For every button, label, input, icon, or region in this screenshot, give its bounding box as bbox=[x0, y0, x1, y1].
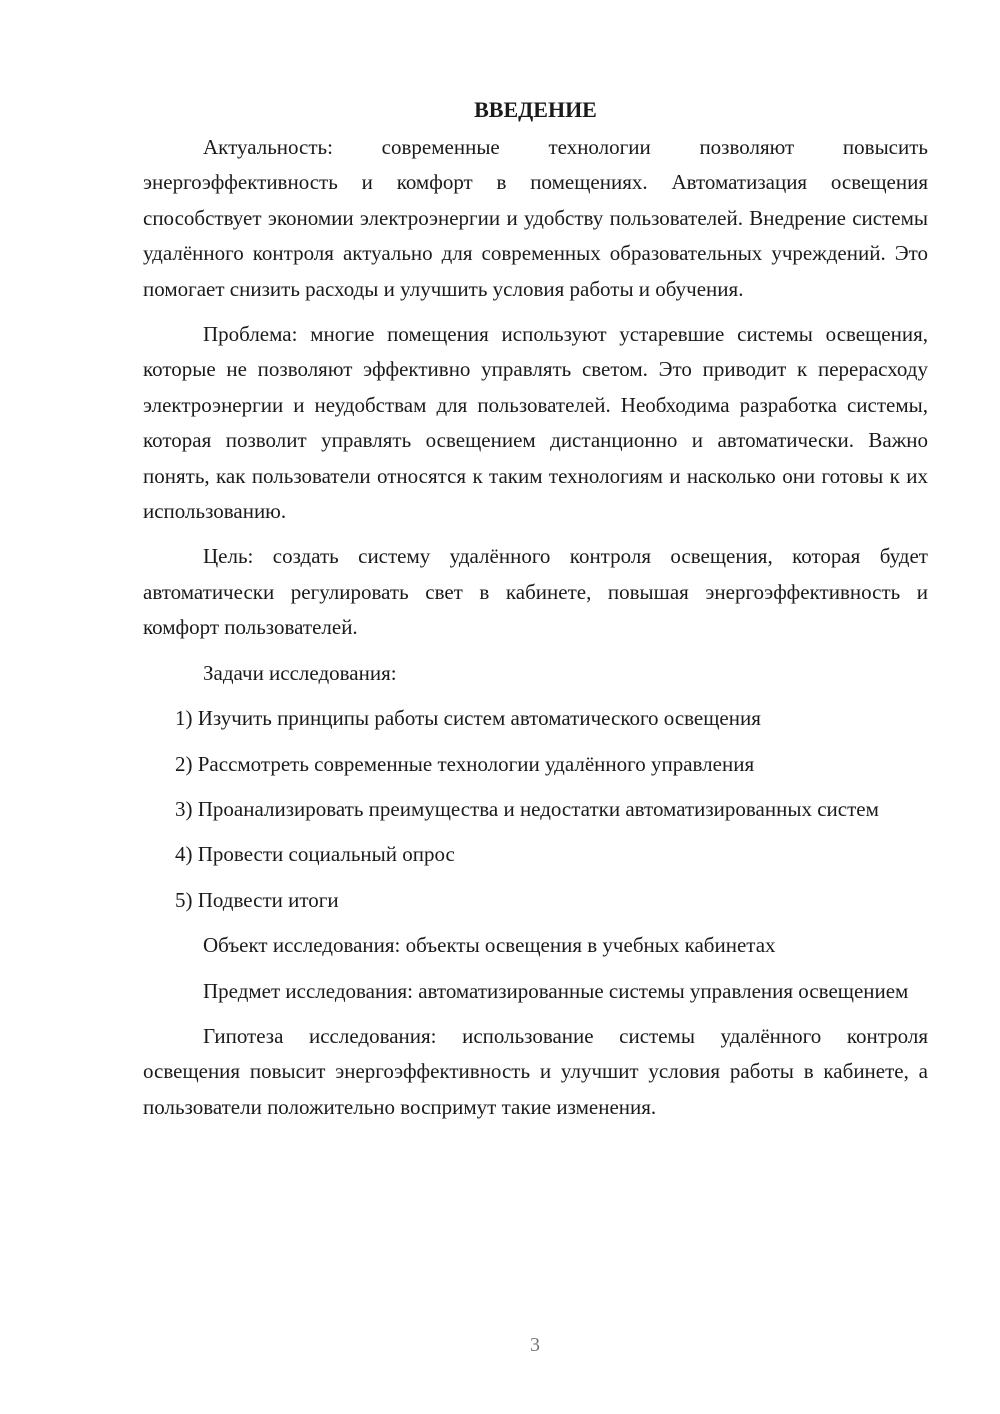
paragraph-relevance: Актуальность: современные технологии позволяют повысить энергоэффективность и комфорт в помещениях. Автоматизация освещения способствует экономии электроэнергии и удобству пользователей. Внедрение системы удалённого контроля актуально для современных образовательных учреждений. Это помогает снизить расходы и улучшить условия работы и обучения. bbox=[143, 135, 928, 301]
page-title: ВВЕДЕНИЕ bbox=[474, 97, 597, 122]
task-item-3: 3) Проанализировать преимущества и недостатки автоматизированных систем bbox=[175, 796, 879, 821]
task-item-4: 4) Провести социальный опрос bbox=[175, 842, 455, 867]
document-page bbox=[143, 92, 928, 1135]
paragraph-problem: Проблема: многие помещения используют устаревшие системы освещения, которые не позволяют эффективно управлять светом. Это приводит к перерасходу электроэнергии и неудобствам для пользователей. Необходима разработка системы, которая позволит управлять освещением дистанционно и автоматически. Важно понять, как пользователи относятся к таким технологиям и насколько они готовы к их использованию. bbox=[143, 322, 928, 524]
paragraph-subject: Предмет исследования: автоматизированные системы управления освещением bbox=[203, 978, 909, 1003]
paragraph-tasks-intro: Задачи исследования: bbox=[203, 660, 397, 685]
task-item-5: 5) Подвести итоги bbox=[175, 887, 339, 912]
paragraph-hypothesis: Гипотеза исследования: использование системы удалённого контроля освещения повысит энергоэффективность и улучшит условия работы в кабинете, а пользователи положительно воспримут такие изменения. bbox=[143, 1023, 928, 1119]
task-item-2: 2) Рассмотреть современные технологии удалённого управления bbox=[175, 751, 755, 776]
paragraph-goal: Цель: создать систему удалённого контроля освещения, которая будет автоматически регулировать свет в кабинете, повышая энергоэффективность и комфорт пользователей. bbox=[143, 544, 928, 640]
paragraph-object: Объект исследования: объекты освещения в учебных кабинетах bbox=[203, 933, 776, 958]
page-number: 3 bbox=[530, 1334, 540, 1356]
task-item-1: 1) Изучить принципы работы систем автоматического освещения bbox=[175, 706, 761, 731]
